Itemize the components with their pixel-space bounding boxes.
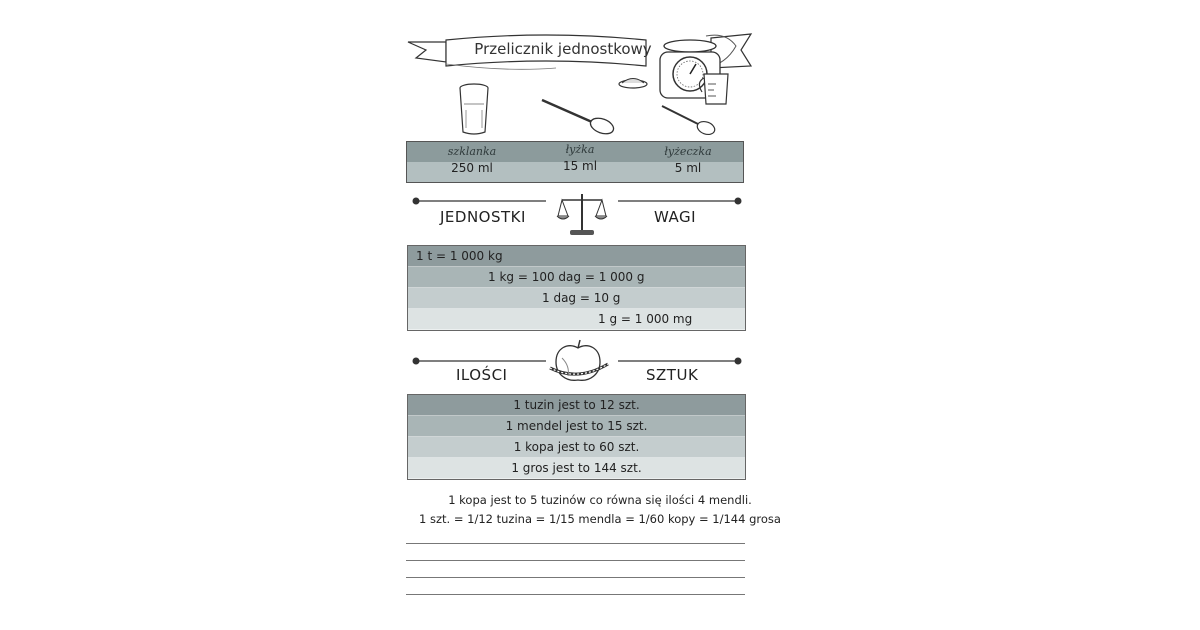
table-row: 1 kopa jest to 60 szt. [408,437,745,458]
apple-tape-icon [548,338,610,386]
writing-line [406,543,745,544]
measure-glass [417,145,527,175]
table-row: 1 gros jest to 144 szt. [408,458,745,479]
balance-scale-icon [556,190,608,238]
bowl-icon [616,76,650,96]
quantities-heading-right: SZTUK [646,366,699,384]
note-line: 1 szt. = 1/12 tuzina = 1/15 mendla = 1/60 kopy = 1/144 grosa [419,512,781,526]
measure-teaspoon [633,145,743,175]
measure-name: szklanka [447,145,497,158]
measure-value: 250 ml [451,161,493,175]
measures-table [406,141,744,183]
writing-line [406,560,745,561]
table-row: 1 t = 1 000 kg [408,246,745,267]
note-line: 1 kopa jest to 5 tuzinów co równa się ilości 4 mendli. [448,493,752,507]
weights-heading-right: WAGI [654,208,697,226]
page-title: Przelicznik jednostkowy [474,40,652,58]
left-divider-icon [410,195,550,207]
measure-value: 15 ml [562,159,598,173]
right-divider-icon [614,195,744,207]
spoon-icon [538,96,618,136]
weights-table [407,245,746,331]
writing-line [406,594,745,595]
table-row: 1 kg = 100 dag = 1 000 g [408,267,745,288]
writing-line [406,577,745,578]
quantities-heading-left: ILOŚCI [456,366,508,384]
measure-spoon [525,143,635,173]
table-row: 1 mendel jest to 15 szt. [408,416,745,437]
quantities-table [407,394,746,480]
glass-icon [454,82,494,138]
teaspoon-icon [658,102,718,136]
measure-name: łyżka [565,143,595,156]
converter-page [378,0,822,630]
measure-name: łyżeczka [664,145,712,158]
measure-value: 5 ml [674,161,702,175]
table-row: 1 g = 1 000 mg [408,309,745,330]
weights-heading-left: JEDNOSTKI [440,208,526,226]
table-row: 1 tuzin jest to 12 szt. [408,395,745,416]
table-row: 1 dag = 10 g [408,288,745,309]
